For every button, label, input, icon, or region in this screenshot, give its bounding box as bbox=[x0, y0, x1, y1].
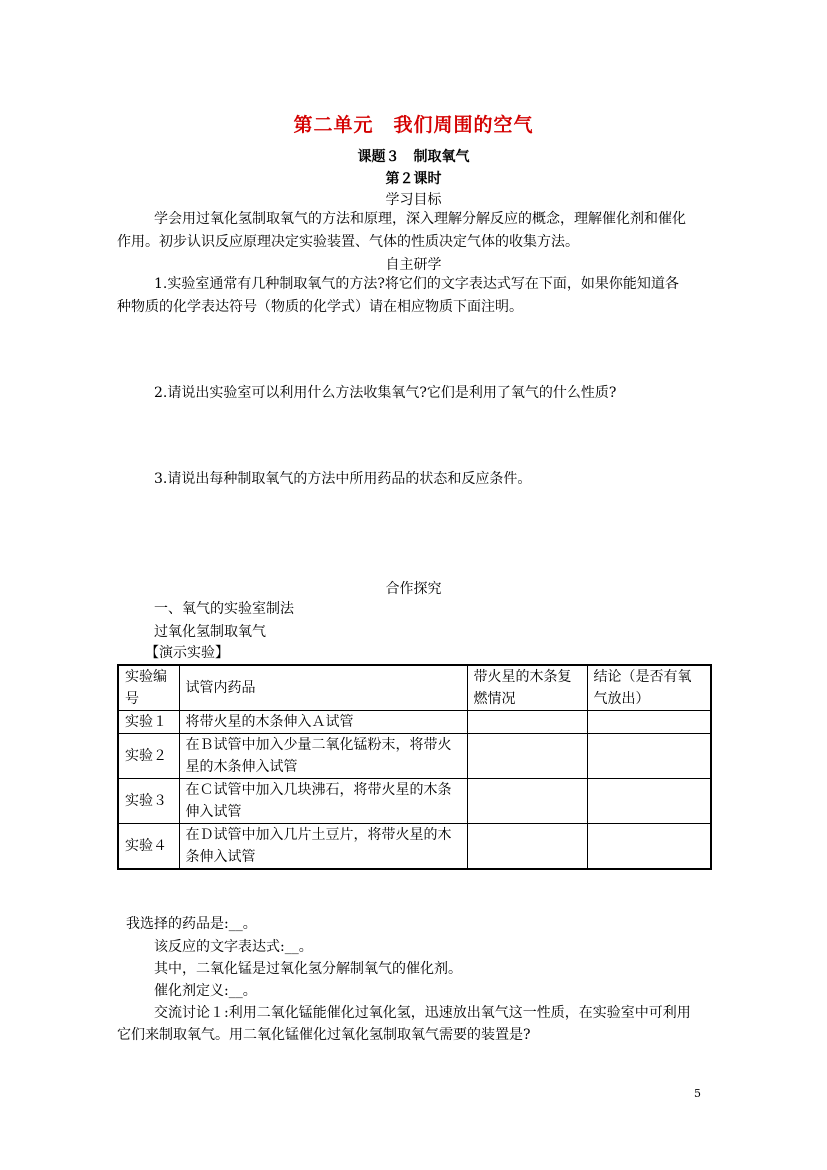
table-row bbox=[118, 734, 711, 779]
discussion-line-1: 交流讨论１:利用二氧化锰能催化过氧化氢，迅速放出氧气这一性质，在实验室中可利用 bbox=[154, 1005, 691, 1021]
experiment-id: 实验４ bbox=[118, 824, 179, 870]
observation-cell bbox=[467, 779, 587, 824]
period-label: 第２课时 bbox=[385, 171, 442, 187]
question-1-line-1: 1.实验室通常有几种制取氧气的方法?将它们的文字表达式写在下面，如果你能知道各 bbox=[154, 276, 679, 292]
reagent-cell: 在Ｃ试管中加入几块沸石，将带火星的木条伸入试管 bbox=[179, 779, 467, 824]
conclusion-cell bbox=[587, 824, 711, 870]
fill-blank-expression: 该反应的文字表达式:__。 bbox=[154, 939, 313, 955]
observation-cell bbox=[467, 711, 587, 734]
header-reagent: 试管内药品 bbox=[179, 665, 467, 711]
header-observation: 带火星的木条复燃情况 bbox=[467, 665, 587, 711]
cooperation-heading: 合作探究 bbox=[385, 581, 442, 597]
experiment-id: 实验２ bbox=[118, 734, 179, 779]
demo-label: 【演示实验】 bbox=[145, 645, 229, 661]
table-row bbox=[118, 711, 711, 734]
lesson-title: 课题３ 制取氧气 bbox=[357, 149, 470, 165]
section-heading: 一、氧气的实验室制法 bbox=[154, 601, 294, 617]
fill-blank-reagent: 我选择的药品是:__。 bbox=[126, 916, 257, 932]
question-2: 2.请说出实验室可以利用什么方法收集氧气?它们是利用了氧气的什么性质? bbox=[154, 385, 617, 401]
discussion-line-2: 它们来制取氧气。用二氧化锰催化过氧化氢制取氧气需要的装置是? bbox=[117, 1027, 531, 1043]
conclusion-cell bbox=[587, 779, 711, 824]
question-1-line-2: 种物质的化学表达符号（物质的化学式）请在相应物质下面注明。 bbox=[117, 299, 523, 315]
question-3: 3.请说出每种制取氧气的方法中所用药品的状态和反应条件。 bbox=[154, 471, 532, 487]
reagent-cell: 将带火星的木条伸入Ａ试管 bbox=[179, 711, 467, 734]
objectives-heading: 学习目标 bbox=[385, 192, 442, 208]
objectives-line-2: 作用。初步认识反应原理决定实验装置、气体的性质决定气体的收集方法。 bbox=[117, 234, 579, 250]
reagent-cell: 在Ｄ试管中加入几片土豆片，将带火星的木条伸入试管 bbox=[179, 824, 467, 870]
reagent-cell: 在Ｂ试管中加入少量二氧化锰粉末，将带火星的木条伸入试管 bbox=[179, 734, 467, 779]
observation-cell bbox=[467, 734, 587, 779]
fill-blank-catalyst-definition: 催化剂定义:__。 bbox=[154, 983, 257, 999]
header-conclusion: 结论（是否有氧气放出） bbox=[587, 665, 711, 711]
observation-cell bbox=[467, 824, 587, 870]
experiment-id: 实验３ bbox=[118, 779, 179, 824]
objectives-line-1: 学会用过氧化氢制取氧气的方法和原理，深入理解分解反应的概念，理解催化剂和催化 bbox=[154, 211, 686, 227]
subsection-heading: 过氧化氢制取氧气 bbox=[154, 624, 266, 640]
table-row bbox=[118, 824, 711, 870]
page-number: 5 bbox=[694, 1087, 701, 1100]
experiment-id: 实验１ bbox=[118, 711, 179, 734]
experiment-table bbox=[117, 664, 712, 870]
table-header-row bbox=[118, 665, 711, 711]
self-study-heading: 自主研学 bbox=[385, 257, 442, 273]
header-experiment-id: 实验编号 bbox=[118, 665, 179, 711]
catalyst-statement: 其中，二氧化锰是过氧化氢分解制氧气的催化剂。 bbox=[154, 961, 462, 977]
unit-title: 第二单元 我们周围的空气 bbox=[293, 114, 534, 136]
table-row bbox=[118, 779, 711, 824]
conclusion-cell bbox=[587, 734, 711, 779]
conclusion-cell bbox=[587, 711, 711, 734]
